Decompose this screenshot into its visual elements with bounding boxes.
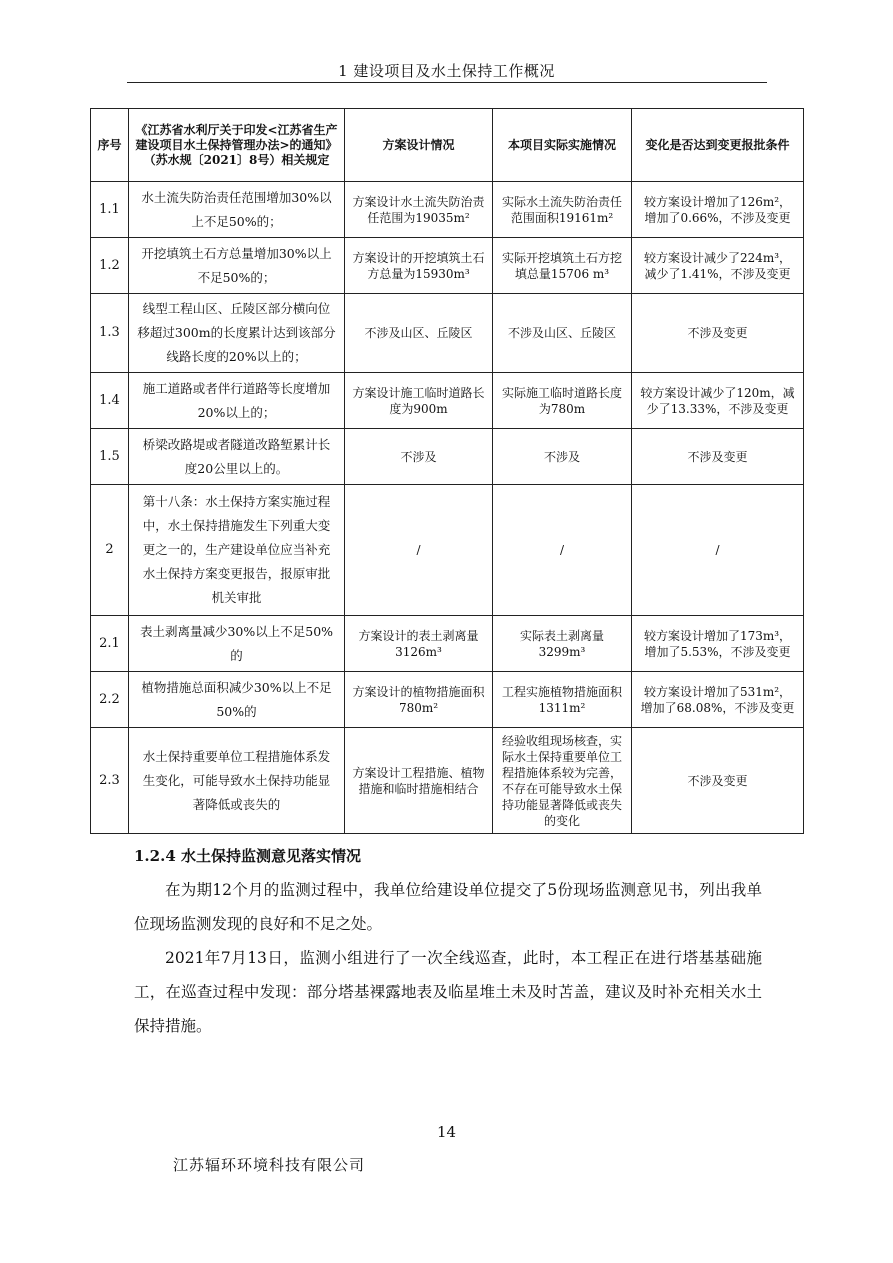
body-paragraph: 2021年7月13日，监测小组进行了一次全线巡查，此时，本工程正在进行塔基基础施工，在巡查过程中发现：部分塔基裸露地表及临星堆土未及时苫盖，建议及时补充相关水土保持措施。	[134, 949, 762, 1035]
body-paragraph: 在为期12个月的监测过程中，我单位给建设单位提交了5份现场监测意见书，列出我单位现场监测发现的良好和不足之处。	[134, 881, 762, 933]
row-design: 方案设计的表土剥离量3126m³	[345, 616, 493, 672]
table-row	[91, 429, 804, 485]
table-row	[91, 238, 804, 294]
row-design: /	[345, 485, 493, 616]
row-change: 较方案设计减少了120m，减少了13.33%，不涉及变更	[632, 373, 804, 429]
header-design: 方案设计情况	[345, 109, 493, 182]
table-row	[91, 616, 804, 672]
page-header-title: 1 建设项目及水土保持工作概况	[338, 62, 555, 80]
row-no: 1.1	[91, 182, 129, 238]
header-change: 变化是否达到变更报批条件	[632, 109, 804, 182]
row-change: 不涉及变更	[632, 294, 804, 373]
row-condition: 线型工程山区、丘陵区部分横向位移超过300m的长度累计达到该部分线路长度的20%以上的；	[129, 294, 345, 373]
row-condition: 开挖填筑土石方总量增加30%以上不足50%的；	[129, 238, 345, 294]
row-condition: 水土保持重要单位工程措施体系发生变化，可能导致水土保持功能显著降低或丧失的	[129, 728, 345, 834]
table-row	[91, 294, 804, 373]
row-change: /	[632, 485, 804, 616]
row-change: 较方案设计增加了126m²，增加了0.66%，不涉及变更	[632, 182, 804, 238]
table-row	[91, 485, 804, 616]
row-condition: 水土流失防治责任范围增加30%以上不足50%的；	[129, 182, 345, 238]
header-no: 序号	[91, 109, 129, 182]
footer-company-name: 江苏辐环环境科技有限公司	[173, 1156, 366, 1174]
row-change: 不涉及变更	[632, 429, 804, 485]
row-actual: 经验收组现场核查，实际水土保持重要单位工程措施体系较为完善，不存在可能导致水土保持功能显著降低或丧失的变化	[493, 728, 632, 834]
row-no: 1.5	[91, 429, 129, 485]
row-no: 2.1	[91, 616, 129, 672]
table-row	[91, 373, 804, 429]
row-change: 较方案设计增加了531m²，增加了68.08%，不涉及变更	[632, 672, 804, 728]
row-condition: 施工道路或者伴行道路等长度增加20%以上的；	[129, 373, 345, 429]
row-design: 方案设计施工临时道路长度为900m	[345, 373, 493, 429]
header-actual: 本项目实际实施情况	[493, 109, 632, 182]
section-heading: 1.2.4 水土保持监测意见落实情况	[134, 847, 361, 865]
row-no: 1.4	[91, 373, 129, 429]
row-no: 2.3	[91, 728, 129, 834]
row-change: 较方案设计增加了173m³，增加了5.53%，不涉及变更	[632, 616, 804, 672]
row-no: 1.3	[91, 294, 129, 373]
page-number: 14	[436, 1123, 457, 1141]
row-change: 不涉及变更	[632, 728, 804, 834]
row-design: 不涉及	[345, 429, 493, 485]
row-design: 不涉及山区、丘陵区	[345, 294, 493, 373]
row-actual: 不涉及山区、丘陵区	[493, 294, 632, 373]
row-design: 方案设计水土流失防治责任范围为19035m²	[345, 182, 493, 238]
header-divider	[127, 82, 767, 83]
table-row	[91, 672, 804, 728]
table-row	[91, 182, 804, 238]
change-criteria-table	[90, 108, 804, 834]
row-actual: 工程实施植物措施面积1311m²	[493, 672, 632, 728]
row-no: 2	[91, 485, 129, 616]
row-actual: /	[493, 485, 632, 616]
row-actual: 实际施工临时道路长度为780m	[493, 373, 632, 429]
table-row	[91, 728, 804, 834]
row-design: 方案设计的植物措施面积780m²	[345, 672, 493, 728]
row-actual: 实际开挖填筑土石方挖填总量15706 m³	[493, 238, 632, 294]
row-condition: 桥梁改路堤或者隧道改路堑累计长度20公里以上的。	[129, 429, 345, 485]
row-condition: 第十八条：水土保持方案实施过程中，水土保持措施发生下列重大变更之一的，生产建设单位应当补充水土保持方案变更报告，报原审批机关审批	[129, 485, 345, 616]
row-change: 较方案设计减少了224m³，减少了1.41%，不涉及变更	[632, 238, 804, 294]
row-design: 方案设计的开挖填筑土石方总量为15930m³	[345, 238, 493, 294]
header-regulation: 《江苏省水利厅关于印发<江苏省生产建设项目水土保持管理办法>的通知》（苏水规〔2021〕8号）相关规定	[129, 109, 345, 182]
row-no: 2.2	[91, 672, 129, 728]
table-header-row	[91, 109, 804, 182]
row-design: 方案设计工程措施、植物措施和临时措施相结合	[345, 728, 493, 834]
row-condition: 植物措施总面积减少30%以上不足50%的	[129, 672, 345, 728]
row-actual: 实际水土流失防治责任范围面积19161m²	[493, 182, 632, 238]
row-condition: 表土剥离量减少30%以上不足50%的	[129, 616, 345, 672]
row-no: 1.2	[91, 238, 129, 294]
row-actual: 不涉及	[493, 429, 632, 485]
row-actual: 实际表土剥离量3299m³	[493, 616, 632, 672]
